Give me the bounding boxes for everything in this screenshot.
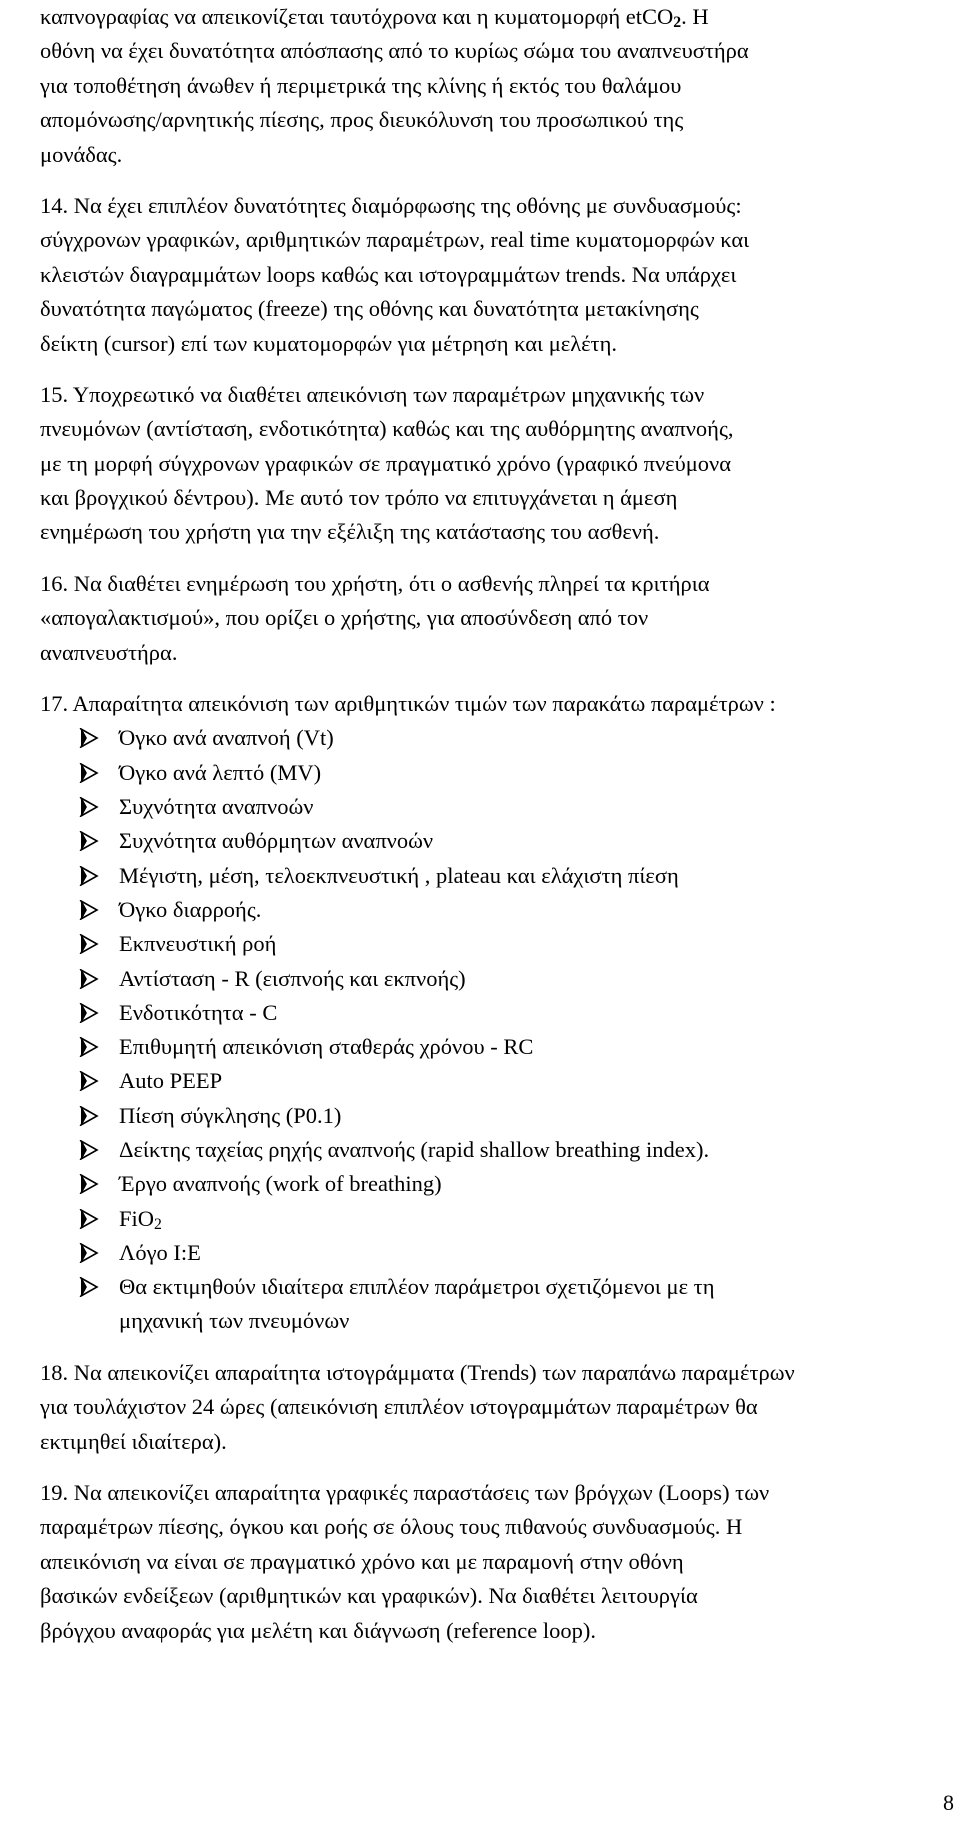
arrow-bullet-icon xyxy=(79,1277,99,1297)
parameter-list-item xyxy=(40,859,920,893)
item-number: 18. xyxy=(40,1359,69,1385)
arrow-bullet-icon xyxy=(79,1243,99,1263)
parameter-label: Auto PEEP xyxy=(119,1068,223,1094)
parameter-list-item xyxy=(40,790,920,824)
parameter-label: Όγκο ανά αναπνοή (Vt) xyxy=(119,725,334,751)
text-line: παραμέτρων πίεσης, όγκου και ροής σε όλους τους πιθανούς συνδυασμούς. Η xyxy=(40,1514,743,1540)
text-span: Να διαθέτει ενημέρωση του χρήστη, ότι ο ασθενής πληρεί τα κριτήρια xyxy=(73,570,710,596)
parameter-list-item xyxy=(40,996,920,1030)
text-line: μονάδας. xyxy=(40,141,123,167)
arrow-bullet-icon xyxy=(79,831,99,851)
arrow-bullet-icon xyxy=(79,797,99,817)
text-line: οθόνη να έχει δυνατότητα απόσπασης από το κυρίως σώμα του αναπνευστήρα xyxy=(40,38,749,64)
subscript: 2 xyxy=(154,1215,162,1233)
item-number: 14. xyxy=(40,192,69,218)
text-line: αναπνευστήρα. xyxy=(40,639,178,665)
text-line xyxy=(40,189,920,223)
subscript: 2 xyxy=(673,14,682,31)
parameter-list-item xyxy=(40,1030,920,1064)
arrow-bullet-icon xyxy=(79,1209,99,1229)
arrow-bullet-icon xyxy=(79,1037,99,1057)
document-page xyxy=(40,0,920,1648)
parameter-list-item xyxy=(40,1167,920,1201)
page-number: 8 xyxy=(943,1790,954,1815)
parameter-label: FiO xyxy=(119,1205,155,1231)
text-line: βρόγχου αναφοράς για μελέτη και διάγνωση (reference loop). xyxy=(40,1617,597,1643)
text-span: καπνογραφίας να απεικονίζεται ταυτόχρονα και η κυματομορφή etCO xyxy=(40,4,674,29)
text-line: πνευμόνων (αντίσταση, ενδοτικότητα) καθώς και της αυθόρμητης αναπνοής, xyxy=(40,416,734,442)
item-number: 15. xyxy=(40,381,69,407)
parameter-list xyxy=(40,721,920,1338)
text-line xyxy=(40,378,920,412)
arrow-bullet-icon xyxy=(79,1003,99,1023)
text-line: εκτιμηθεί ιδιαίτερα). xyxy=(40,1428,227,1454)
parameter-list-item xyxy=(40,1270,920,1339)
parameter-list-item xyxy=(40,824,920,858)
text-line: ενημέρωση του χρήστη για την εξέλιξη της κατάστασης του ασθενή. xyxy=(40,519,660,545)
parameter-label: Εκπνευστική ροή xyxy=(119,931,277,957)
parameter-list-item xyxy=(40,1133,920,1167)
parameter-label: Συχνότητα αυθόρμητων αναπνοών xyxy=(119,828,434,854)
item-14 xyxy=(40,189,920,361)
parameter-list-item xyxy=(40,927,920,961)
parameter-label: Μέγιστη, μέση, τελοεκπνευστική , plateau και ελάχιστη πίεση xyxy=(119,862,679,888)
item-number: 19. xyxy=(40,1479,69,1505)
text-span: Να απεικονίζει απαραίτητα ιστογράμματα (Trends) των παραπάνω παραμέτρων xyxy=(73,1359,795,1385)
item-17 xyxy=(40,687,920,721)
text-span: Να απεικονίζει απαραίτητα γραφικές παραστάσεις των βρόγχων (Loops) των xyxy=(73,1479,770,1505)
text-line xyxy=(40,567,920,601)
text-line xyxy=(40,1476,920,1510)
text-line: με τη μορφή σύγχρονων γραφικών σε πραγματικό χρόνο (γραφικό πνεύμονα xyxy=(40,450,731,476)
parameter-label: Έργο αναπνοής (work of breathing) xyxy=(119,1171,442,1197)
text-line xyxy=(40,1356,920,1390)
text-span: Να έχει επιπλέον δυνατότητες διαμόρφωσης της οθόνης με συνδυασμούς: xyxy=(73,192,742,218)
text-line: για τοποθέτηση άνωθεν ή περιμετρικά της κλίνης ή εκτός του θαλάμου xyxy=(40,72,682,98)
item-19 xyxy=(40,1476,920,1648)
parameter-label: Δείκτης ταχείας ρηχής αναπνοής (rapid shallow breathing index). xyxy=(119,1136,710,1162)
text-line: κλειστών διαγραμμάτων loops καθώς και ιστογραμμάτων trends. Να υπάρχει xyxy=(40,261,737,287)
parameter-list-item xyxy=(40,962,920,996)
arrow-bullet-icon xyxy=(79,1140,99,1160)
item-number: 16. xyxy=(40,570,69,596)
item-15 xyxy=(40,378,920,550)
text-line xyxy=(40,0,920,34)
arrow-bullet-icon xyxy=(79,934,99,954)
arrow-bullet-icon xyxy=(79,728,99,748)
text-line: δυνατότητα παγώματος (freeze) της οθόνης και δυνατότητα μετακίνησης xyxy=(40,296,699,322)
text-line: και βρογχικού δέντρου). Με αυτό τον τρόπο να επιτυγχάνεται η άμεση xyxy=(40,485,678,511)
parameter-label: Όγκο ανά λεπτό (MV) xyxy=(119,759,322,785)
item-18 xyxy=(40,1356,920,1459)
parameter-label: Ενδοτικότητα - C xyxy=(119,999,278,1025)
arrow-bullet-icon xyxy=(79,1071,99,1091)
parameter-label: Λόγο I:E xyxy=(119,1239,201,1265)
parameter-label: Όγκο διαρροής. xyxy=(119,896,262,922)
parameter-list-item xyxy=(40,721,920,755)
parameter-list-item xyxy=(40,756,920,790)
parameter-label: Θα εκτιμηθούν ιδιαίτερα επιπλέον παράμετροι σχετιζόμενοι με τη xyxy=(119,1274,715,1300)
intro-paragraph xyxy=(40,0,920,172)
text-line xyxy=(40,687,920,721)
arrow-bullet-icon xyxy=(79,763,99,783)
parameter-label: Πίεση σύγκλησης (P0.1) xyxy=(119,1102,342,1128)
arrow-bullet-icon xyxy=(79,1106,99,1126)
parameter-label: Συχνότητα αναπνοών xyxy=(119,794,314,820)
parameter-label: Επιθυμητή απεικόνιση σταθεράς χρόνου - RC xyxy=(119,1034,534,1060)
text-line: δείκτη (cursor) επί των κυματομορφών για μέτρηση και μελέτη. xyxy=(40,330,617,356)
parameter-list-item xyxy=(40,1064,920,1098)
parameter-list-item xyxy=(40,1236,920,1270)
text-line: απεικόνιση να είναι σε πραγματικό χρόνο και με παραμονή στην οθόνη xyxy=(40,1548,684,1574)
arrow-bullet-icon xyxy=(79,900,99,920)
text-line: απομόνωσης/αρνητικής πίεσης, προς διευκόλυνση του προσωπικού της xyxy=(40,107,684,133)
item-number: 17. xyxy=(40,691,69,717)
text-line: για τουλάχιστον 24 ώρες (απεικόνιση επιπλέον ιστογραμμάτων παραμέτρων θα xyxy=(40,1394,758,1420)
arrow-bullet-icon xyxy=(79,969,99,989)
item-16 xyxy=(40,567,920,670)
arrow-bullet-icon xyxy=(79,866,99,886)
text-span: . Η xyxy=(681,4,709,29)
parameter-list-item xyxy=(40,1202,920,1236)
arrow-bullet-icon xyxy=(79,1174,99,1194)
parameter-list-item xyxy=(40,1099,920,1133)
parameter-label: Αντίσταση - R (εισπνοής και εκπνοής) xyxy=(119,965,466,991)
text-span: Απαραίτητα απεικόνιση των αριθμητικών τιμών των παρακάτω παραμέτρων : xyxy=(72,691,776,717)
text-line: σύγχρονων γραφικών, αριθμητικών παραμέτρων, real time κυματομορφών και xyxy=(40,227,750,253)
parameter-label-continuation: μηχανική των πνευμόνων xyxy=(119,1308,350,1334)
text-line: «απογαλακτισμού», που ορίζει ο χρήστης, για αποσύνδεση από τον xyxy=(40,605,649,631)
text-span: Υποχρεωτικό να διαθέτει απεικόνιση των παραμέτρων μηχανικής των xyxy=(72,381,705,407)
text-line: βασικών ενδείξεων (αριθμητικών και γραφικών). Να διαθέτει λειτουργία xyxy=(40,1583,698,1609)
parameter-list-item xyxy=(40,893,920,927)
